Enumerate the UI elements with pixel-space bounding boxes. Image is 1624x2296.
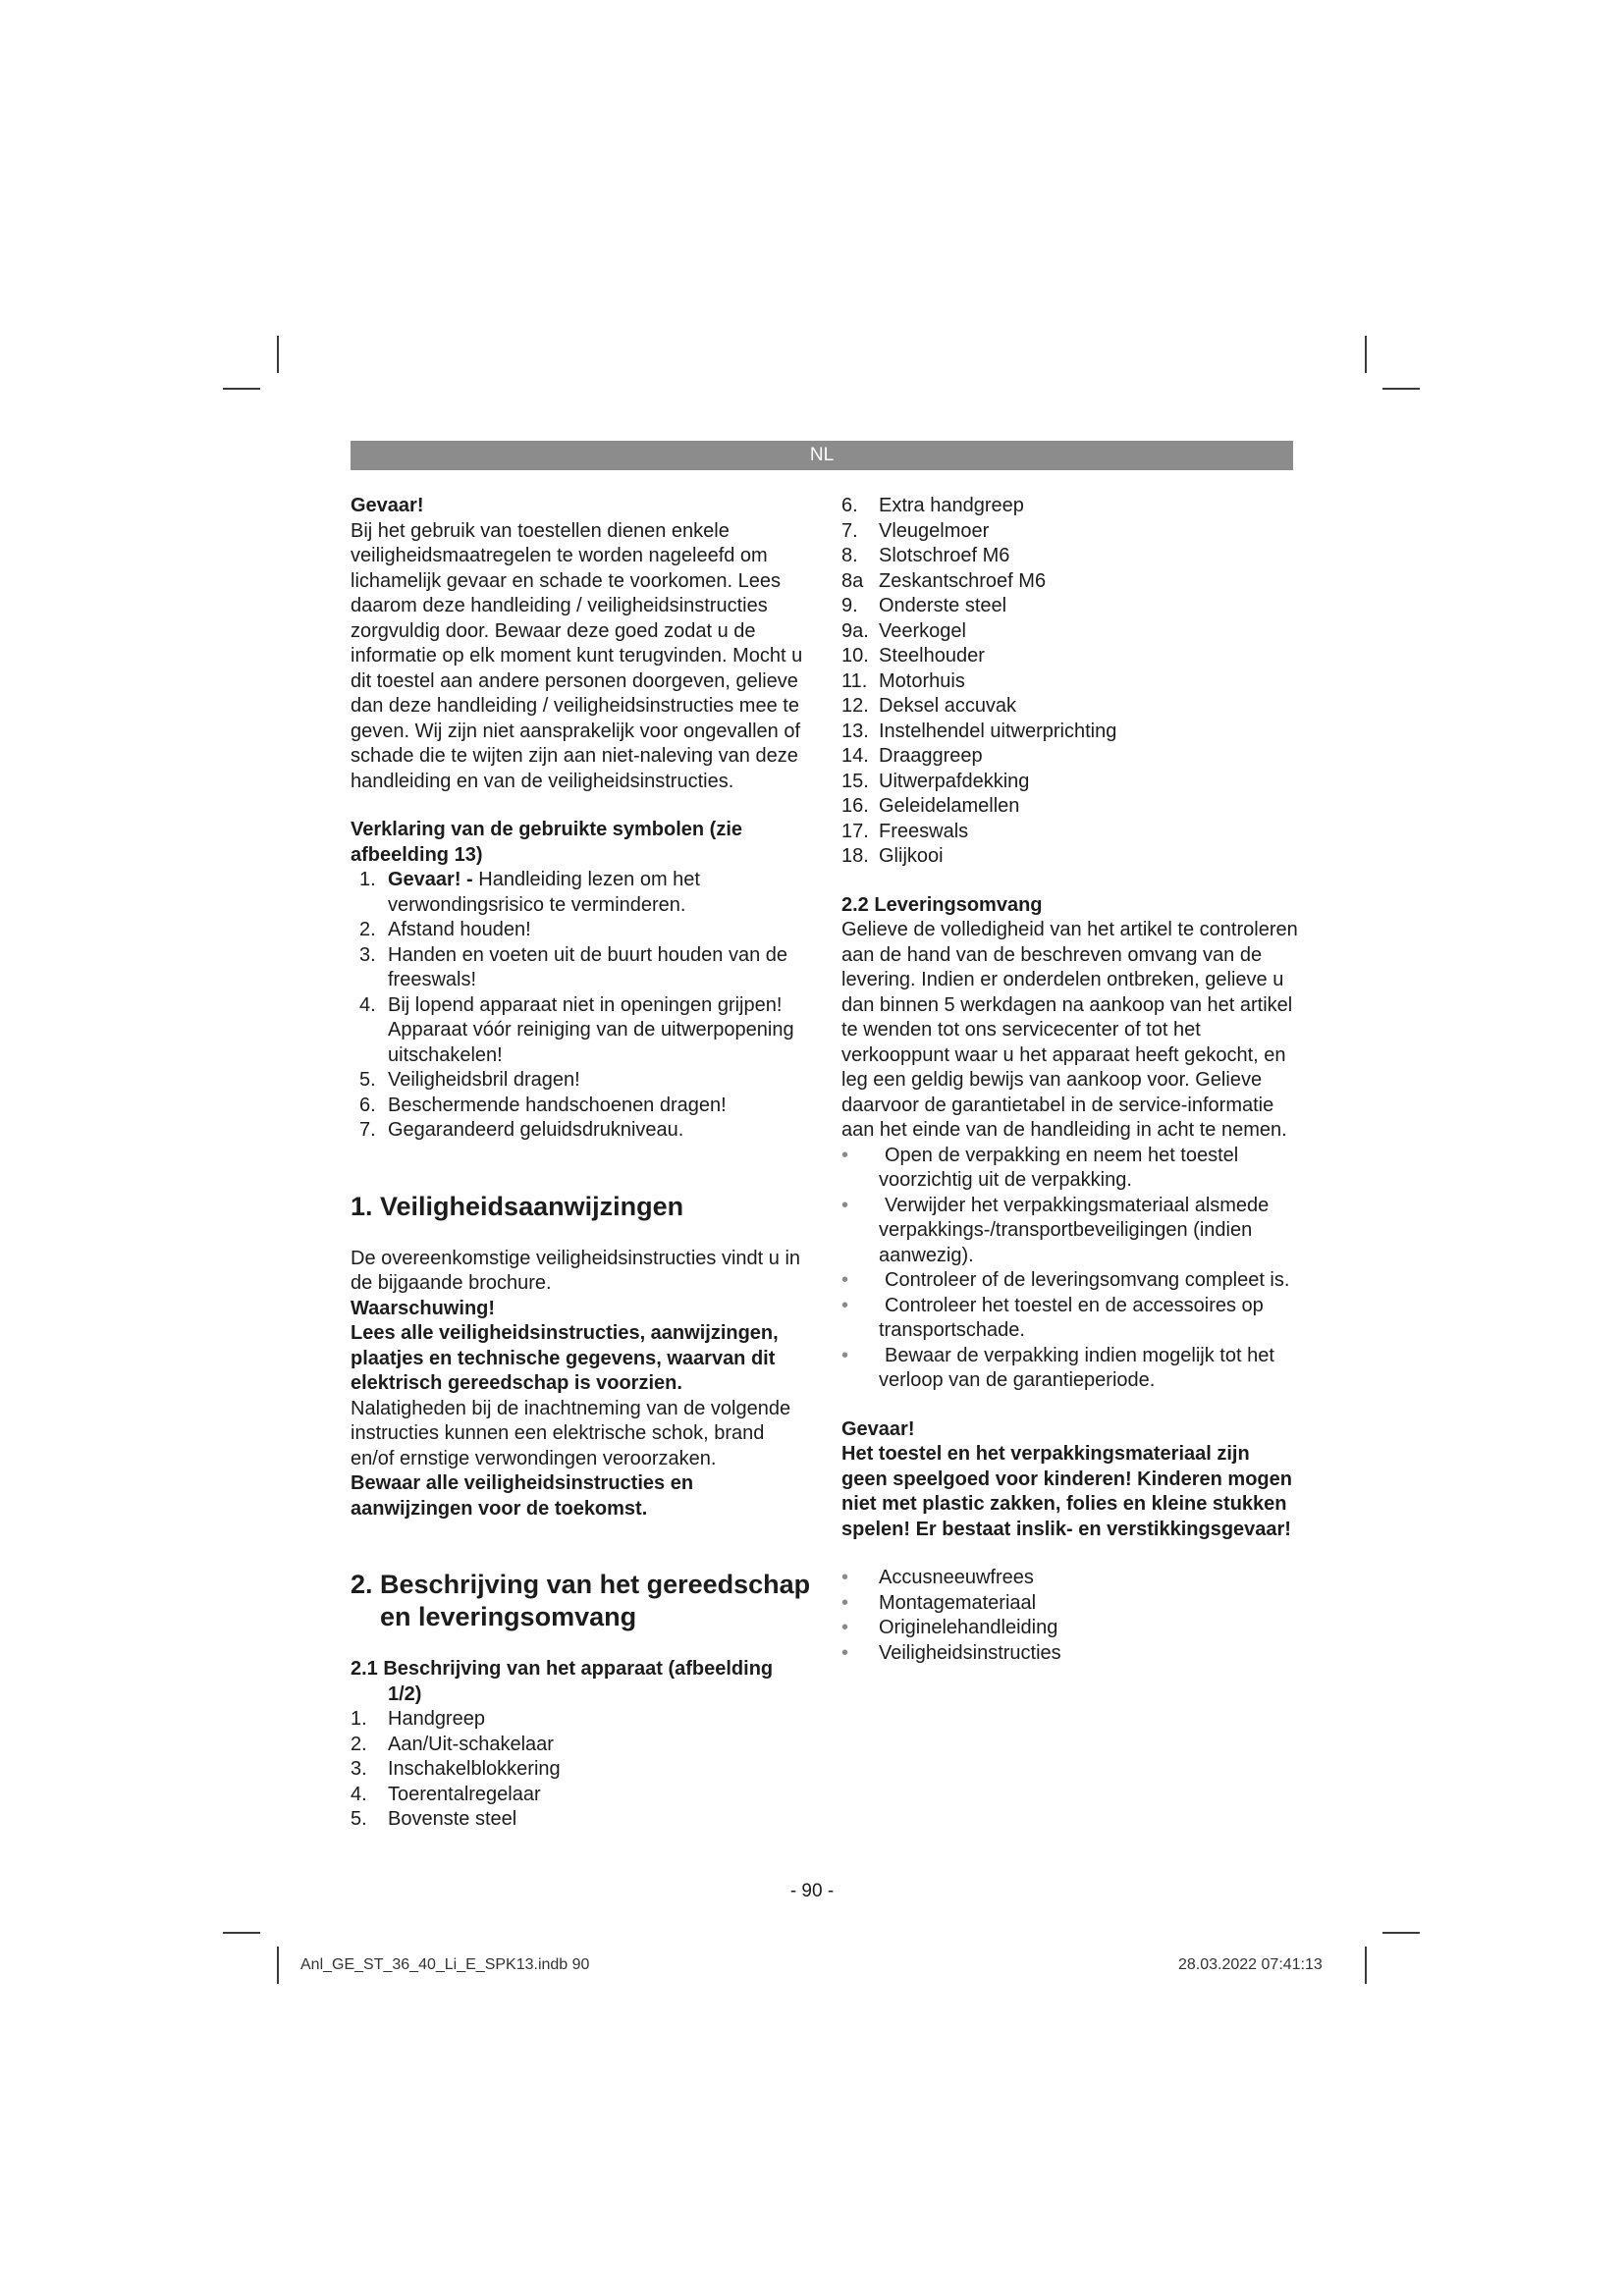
list-item: • Open de verpakking en neem het toestel voorzichtig uit de verpakking. (841, 1144, 1298, 1194)
list-item: 11. Motorhuis (841, 669, 965, 692)
warning-heading: Waarschuwing! (351, 1297, 496, 1319)
steps-list (841, 1144, 1298, 1394)
crop-mark (1382, 388, 1420, 390)
list-item: 6. Extra handgreep (841, 495, 1024, 516)
list-item: 4. Toerentalregelaar (351, 1783, 541, 1805)
bullet-icon: • (841, 1567, 849, 1588)
list-item: 5. Veiligheidsbril dragen! (359, 1069, 580, 1091)
list-item: • Originelehandleiding (841, 1616, 1298, 1641)
list-item: 5. Bovenste steel (351, 1808, 517, 1830)
crop-mark (277, 336, 279, 373)
list-item: 1. Handgreep (351, 1708, 485, 1730)
list-item: 9a. Veerkogel (841, 619, 966, 642)
list-item: • Accusneeuwfrees (841, 1566, 1298, 1591)
footer-timestamp: 28.03.2022 07:41:13 (1178, 1956, 1323, 1973)
danger-text: Het toestel en het verpakkingsmateriaal zijn geen speelgoed voor kinderen! Kinderen mogen niet met plastic zakken, folies en kleine stukken spelen! Er bestaat inslik- en verstikkingsgevaar! (841, 1443, 1292, 1540)
list-item: 14. Draaggreep (841, 745, 983, 767)
language-bar: NL (351, 441, 1293, 470)
symbols-list (351, 868, 812, 1144)
list-item: 8. Slotschroef M6 (841, 545, 1010, 566)
bullet-icon: • (841, 1294, 849, 1316)
crop-mark (1365, 1947, 1367, 1984)
footer-file: Anl_GE_ST_36_40_Li_E_SPK13.indb 90 (300, 1956, 590, 1973)
warning-text: Nalatigheden bij de inachtneming van de volgende instructies kunnen een elektrische schok, brand en/of ernstige verwondingen veroorzaken. (351, 1397, 791, 1469)
list-item: 18. Glijkooi (841, 845, 944, 867)
list-item: 17. Freeswals (841, 820, 969, 842)
symbols-heading: Verklaring van de gebruikte symbolen (zie afbeelding 13) (351, 819, 743, 866)
warning-bold-text: Lees alle veiligheidsinstructies, aanwijzingen, plaatjes en technische gegevens, waarvan dit elektrisch gereedschap is voorzien. (351, 1322, 779, 1394)
section-2-heading: 2. Beschrijving van het gereedschap en leveringsomvang (351, 1570, 811, 1631)
bullet-icon: • (841, 1591, 849, 1614)
list-item: 4. Bij lopend apparaat niet in openingen grijpen! Apparaat vóór reiniging van de uitwerpopening uitschakelen! (359, 993, 794, 1066)
list-item: 8a Zeskantschroef M6 (841, 569, 1047, 592)
bullet-icon: • (841, 1269, 849, 1291)
crop-mark (223, 1932, 260, 1934)
list-item: 6. Beschermende handschoenen dragen! (359, 1094, 727, 1116)
list-item: 3. Handen en voeten uit de buurt houden van de freeswals! (359, 943, 787, 990)
list-item: 10. Steelhouder (841, 645, 985, 667)
contents-list (841, 1566, 1298, 1666)
crop-mark (223, 388, 260, 390)
gevaar-paragraph: Bij het gebruik van toestellen dienen enkele veiligheidsmaatregelen te worden nageleefd om lichamelijk gevaar en schade te voorkomen. Lees daarom deze handleiding / veiligheidsinstructies zorgvuldig door. Bewaar deze goed zodat u de informatie op elk moment kunt terugvinden. Mocht u dit toestel aan andere personen doorgeven, gelieve dan deze handleiding / veiligheidsinstructies mee te geven. Wij zijn niet aansprakelijk voor ongevallen of schade die te wijten zijn aan niet-naleving van deze handleiding en van de veiligheidsinstructies. (351, 519, 803, 792)
list-item: 16. Geleidelamellen (841, 795, 1020, 817)
list-item: • Bewaar de verpakking indien mogelijk tot het verloop van de garantieperiode. (841, 1344, 1298, 1394)
warning-keep-text: Bewaar alle veiligheidsinstructies en aanwijzingen voor de toekomst. (351, 1472, 694, 1520)
list-item: • Verwijder het verpakkingsmateriaal alsmede verpakkings-/transportbeveiligingen (indien aanwezig). (841, 1194, 1298, 1269)
page-number: - 90 - (789, 1881, 835, 1901)
list-item: • Veiligheidsinstructies (841, 1641, 1298, 1667)
danger-heading: Gevaar! (841, 1417, 915, 1440)
crop-mark (277, 1947, 279, 1984)
crop-mark (1382, 1932, 1420, 1934)
bullet-icon: • (841, 1194, 849, 1216)
list-item: 3. Inschakelblokkering (351, 1758, 561, 1780)
subsection-2-2-heading: 2.2 Leveringsomvang (841, 893, 1043, 916)
list-item: 13. Instelhendel uitwerprichting (841, 720, 1117, 742)
list-item: 2. Aan/Uit-schakelaar (351, 1733, 554, 1755)
section-1-heading: 1. Veiligheidsaanwijzingen (351, 1191, 684, 1221)
bullet-icon: • (841, 1344, 849, 1366)
list-item: 7. Vleugelmoer (841, 519, 990, 542)
list-item: 15. Uitwerpafdekking (841, 770, 1030, 792)
gevaar-heading: Gevaar! (351, 495, 424, 516)
list-item: 7. Gegarandeerd geluidsdrukniveau. (359, 1119, 684, 1141)
subsection-2-1-heading: 2.1 Beschrijving van het apparaat (afbeelding 1/2) (351, 1658, 774, 1705)
list-item: • Controleer het toestel en de accessoires op transportschade. (841, 1294, 1298, 1344)
left-column (351, 494, 812, 1833)
subsection-2-2-text: Gelieve de volledigheid van het artikel te controleren aan de hand van de beschreven omvang van de levering. Indien er onderdelen ontbreken, gelieve u dan binnen 5 werkdagen na aankoop van het artikel te wenden tot ons servicecenter of tot het verkooppunt waar u het apparaat heeft gekocht, en leg een geldig bewijs van aankoop voor. Gelieve daarvoor de garantietabel in de service-informatie aan het einde van de handleiding in acht te nemen. (841, 919, 1298, 1141)
list-item: 2. Afstand houden! (359, 919, 531, 940)
right-column (841, 494, 1298, 1666)
list-item: 1. Gevaar! - Handleiding lezen om het verwondingsrisico te verminderen. (359, 869, 700, 916)
parts-list-right (841, 494, 1298, 870)
list-item: 12. Deksel accuvak (841, 695, 1017, 717)
list-item: • Montagemateriaal (841, 1591, 1298, 1617)
bullet-icon: • (841, 1617, 849, 1638)
section-1-intro: De overeenkomstige veiligheidsinstructies vindt u in de bijgaande brochure. (351, 1247, 801, 1294)
crop-mark (1365, 336, 1367, 373)
bullet-icon: • (841, 1641, 849, 1664)
list-item: 9. Onderste steel (841, 595, 1007, 616)
bullet-icon: • (841, 1144, 849, 1166)
list-item: • Controleer of de leveringsomvang compleet is. (841, 1268, 1298, 1294)
parts-list-left (351, 1707, 812, 1833)
